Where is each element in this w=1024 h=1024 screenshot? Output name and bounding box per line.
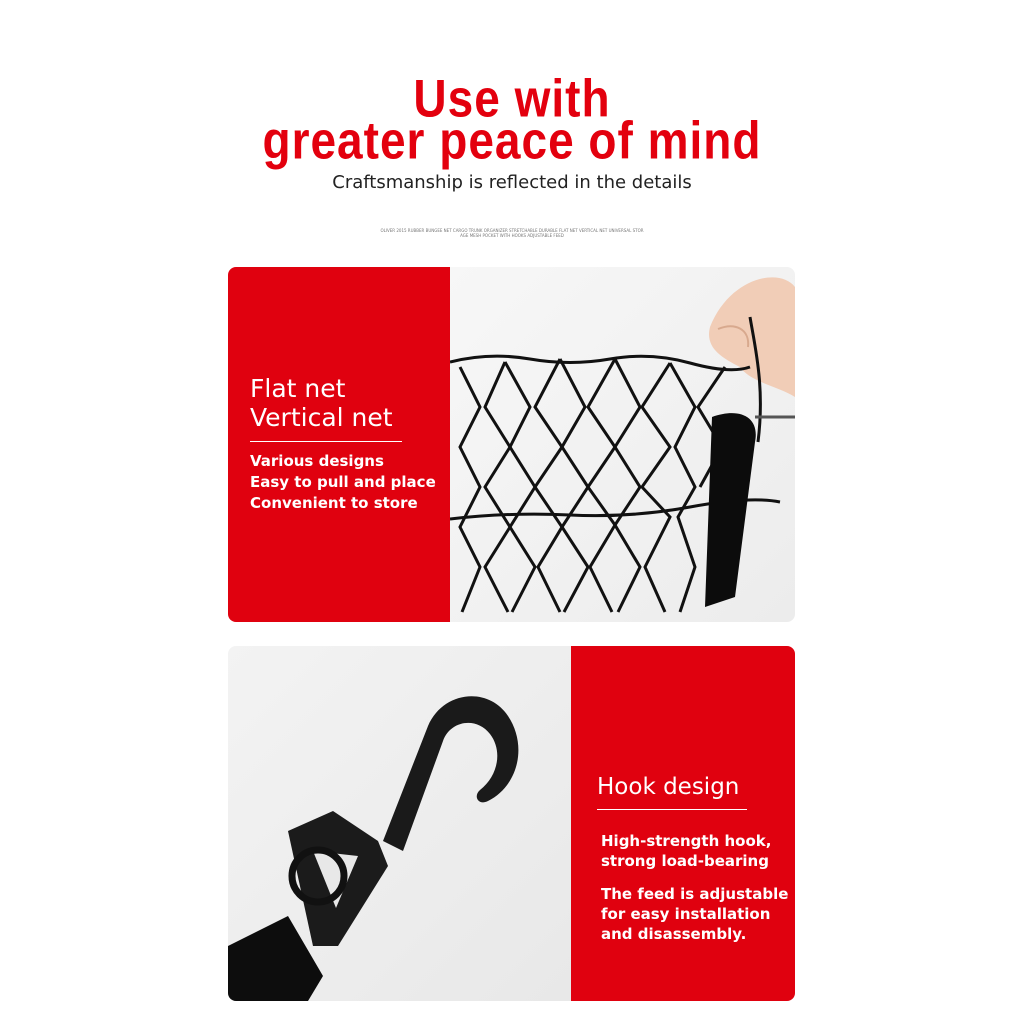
hook-feature-b2: for easy installation: [601, 905, 771, 923]
net-text-block: [228, 267, 450, 622]
net-feature-3: Convenient to store: [250, 494, 418, 512]
subtitle: Craftsmanship is reflected in the details: [332, 172, 692, 193]
hook-feature-b1: The feed is adjustable: [601, 885, 789, 903]
hook-illustration: [228, 646, 571, 1001]
hook-divider: [597, 809, 747, 810]
net-divider: [250, 441, 402, 442]
hook-feature-b3: and disassembly.: [601, 925, 747, 943]
net-feature-panel: [228, 267, 795, 622]
header: [0, 0, 1024, 260]
net-photo: [450, 267, 795, 622]
hook-photo: [228, 646, 571, 1001]
headline-line-2: greater peace of mind: [262, 110, 762, 170]
net-feature-1: Various designs: [250, 452, 384, 470]
fine-print: OLIVER 2015 RUBBER BUNGEE NET CARGO TRUNK ORGANIZER STRETCHABLE DURABLE FLAT NET VERTICAL NET UNIVERSAL STORAGE MESH POCKET WITH HOOKS ADJUSTABLE FEED: [380, 228, 644, 238]
hook-feature-panel: [228, 646, 795, 1001]
hook-feature-a2: strong load-bearing: [601, 852, 769, 870]
net-heading-2: Vertical net: [250, 403, 393, 432]
net-feature-2: Easy to pull and place: [250, 473, 436, 491]
cargo-net-illustration: [450, 267, 795, 622]
headline-line-1: Use with: [413, 68, 611, 128]
hook-text-block: [571, 646, 795, 1001]
hook-heading: Hook design: [597, 774, 740, 800]
net-heading-1: Flat net: [250, 374, 346, 403]
hook-feature-a1: High-strength hook,: [601, 832, 772, 850]
